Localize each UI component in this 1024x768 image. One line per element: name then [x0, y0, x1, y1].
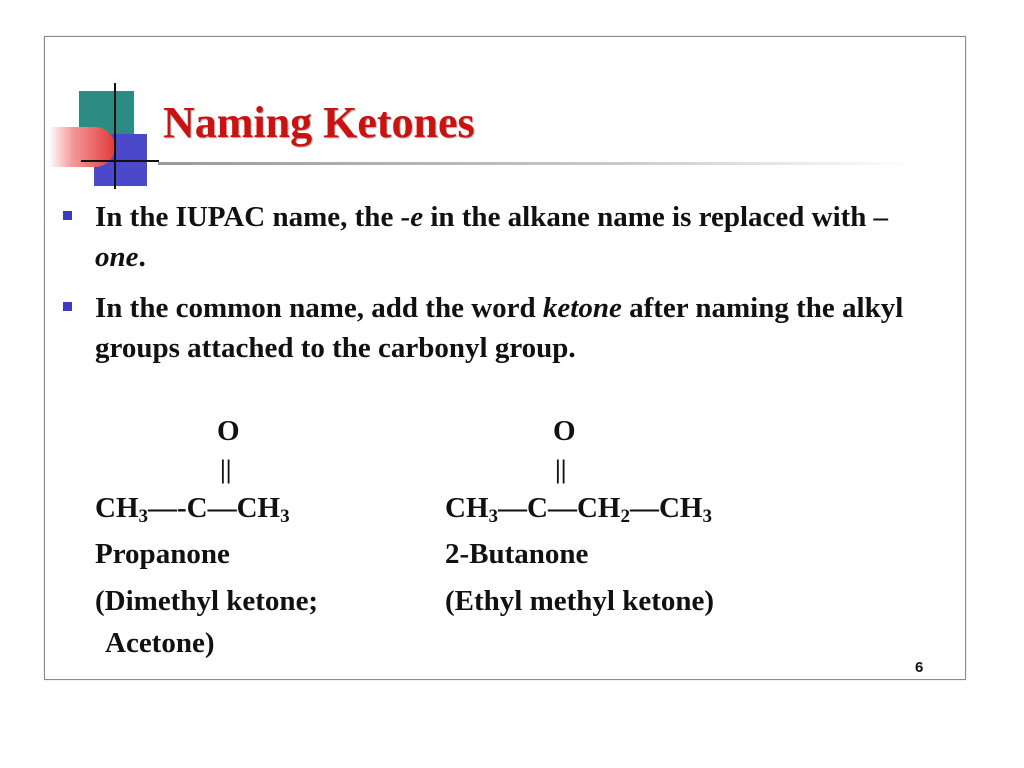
double-bond: || — [220, 455, 232, 484]
common-name: (Ethyl methyl ketone) — [445, 585, 715, 617]
bullet-square-icon — [63, 211, 72, 220]
formula-subscript: 3 — [280, 506, 290, 527]
iupac-name: 2-Butanone — [445, 538, 589, 570]
formula-part: —CH — [629, 492, 703, 524]
bullet-italic: ketone — [542, 292, 622, 324]
molecule-propanone — [95, 417, 445, 680]
formula-subscript: 3 — [488, 506, 498, 527]
structural-formula — [95, 492, 290, 527]
bullet-square-icon — [63, 302, 72, 311]
bullet-italic: –one — [95, 201, 889, 273]
bullet-text: In the common name, add the word — [95, 292, 543, 324]
formula-subscript: 2 — [620, 506, 630, 527]
formula-part: —C—CH — [498, 492, 621, 524]
bullet-text: . — [138, 241, 146, 273]
logo-horizontal-line — [81, 160, 159, 162]
bullet-italic: -e — [400, 201, 424, 233]
common-name: (Dimethyl ketone; — [95, 585, 319, 617]
title-underline — [158, 162, 918, 165]
carbonyl-oxygen: O — [553, 415, 576, 447]
bullet-iupac — [95, 197, 915, 277]
formula-subscript: 3 — [138, 506, 148, 527]
common-name-cont: Acetone) — [105, 627, 215, 659]
formula-part: CH — [95, 492, 139, 524]
logo-vertical-line — [114, 83, 116, 189]
page-number: 6 — [915, 659, 924, 676]
formula-part: —-C—CH — [148, 492, 281, 524]
bullet-text: In the IUPAC name, the — [95, 201, 401, 233]
bullet-text: after naming the alkyl groups attached to the carbonyl group. — [95, 292, 904, 364]
iupac-name: Propanone — [95, 538, 230, 570]
formula-subscript: 3 — [702, 506, 712, 527]
carbonyl-oxygen: O — [217, 415, 240, 447]
slide-title: Naming Ketones — [163, 98, 475, 147]
molecule-butanone — [445, 417, 845, 680]
structural-formula — [445, 492, 712, 527]
formula-part: CH — [445, 492, 489, 524]
bullet-text: in the alkane name is replaced with — [423, 201, 874, 233]
bullet-common-name — [95, 288, 915, 368]
double-bond: || — [555, 455, 567, 484]
slide — [44, 36, 966, 680]
